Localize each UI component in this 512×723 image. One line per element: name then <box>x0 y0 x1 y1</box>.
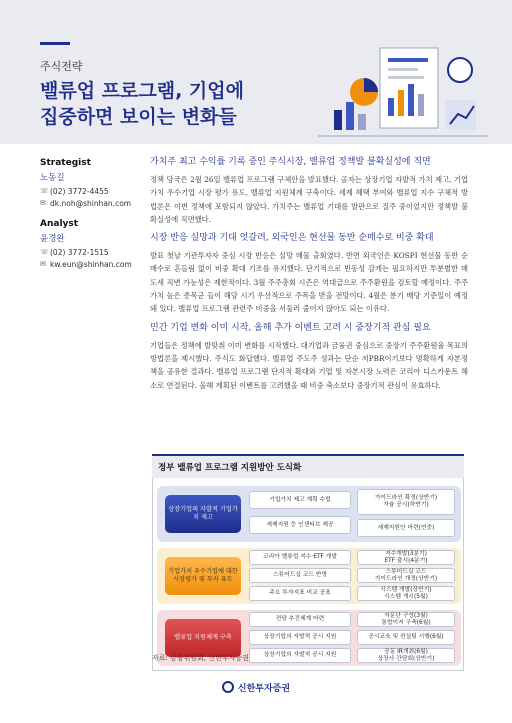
author-role: Analyst <box>40 219 79 229</box>
author-phone: (02) 3772-1515 <box>50 247 109 257</box>
schedule-item: 자율 공시(하반기) <box>383 502 429 508</box>
schedule-box: 공시교육 및 컨설팅 시행(6월) <box>357 630 455 645</box>
support-plan-diagram <box>152 454 464 671</box>
group-label: 밸류업 지원체계 구축 <box>165 619 241 657</box>
schedule-item: ETF 출시(4분기) <box>384 557 428 564</box>
author-panel <box>40 158 140 270</box>
author-email[interactable]: kw.eun@shinhan.com <box>50 259 132 269</box>
schedule-item: 시스템 개발(상반기) <box>380 586 432 593</box>
measure-box: 스튜어드십 코드 반영 <box>249 568 351 583</box>
page-footer <box>0 678 512 697</box>
author-role: Strategist <box>40 158 91 168</box>
author-email[interactable]: dk.noh@shinhan.com <box>50 198 132 208</box>
mail-icon: ✉ <box>40 260 46 268</box>
phone-icon: ☏ <box>40 187 49 195</box>
section-paragraph: 기업들은 정책에 발맞춰 이미 변화를 시작했다. 대기업과 금융권 중심으로 중장기 주주환원율 목표의 방법론을 제시했다. 주식도 화답했다. 밸류업 주도주 성과는 단순 저PBR이기보다 명확하게 자본정책을 공유한 결과다. 밸류업 프로그램 단지적 확대와 기업 및 자본시장 노력은 코리아 디스카운트 해소로 연결된다. 올해 계획된 이벤트를 고려했을 때 비중 축소보다 중장기적 관심이 유효하다. <box>150 340 468 390</box>
author-name: 윤경완 <box>40 234 65 244</box>
section-paragraph: 발표 첫날 기관투자자 중심 시장 반응은 실망 매물 출회였다. 반면 외국인은 KOSPI 현선물 동반 순매수로 흔들림 없이 비중 확대 기조를 유지했다. 단기적으로 빈동성 감게는 필요하지만 투분별한 매도세 직변 가능성은 제한적이다. 3월 주주총회 시즌은 역대급으로 주주환원을 검토할 예정이다. 주주가치 높은 종목군 들이 해당 시기 우선적으로 주목을 받을 전망이다. 4월은 분기 배당 기준일이 예정돼 있다. 밸류업 프로그램 관련주 비중을 서둘러 줄이지 않아도 되는 이유다. <box>150 251 468 314</box>
measure-box: 상장기업의 자발적 공시 지원 <box>249 648 351 663</box>
schedule-item: 통합이지 구축(6월) <box>381 619 431 626</box>
measure-box: 기업가치 제고 계획 수립 <box>249 491 351 509</box>
schedule-item: 자문단 구성(3월) <box>384 612 428 619</box>
schedule-item: 공동 IR개최(6월) <box>384 648 428 655</box>
diagram-body <box>152 478 464 671</box>
finance-illustration <box>318 40 488 144</box>
phone-icon: ☏ <box>40 248 49 256</box>
schedule-item: 상장사 간담회(상반기) <box>377 655 435 662</box>
figure-source: 자료: 금융위원회, 신한투자증권 <box>152 654 249 662</box>
schedule-item: 지수개발(3분기) <box>385 550 427 557</box>
schedule-item: 시스템 개시(5월) <box>384 593 428 600</box>
diagram-group <box>157 486 461 542</box>
schedule-box <box>357 586 455 601</box>
section-heading: 가치주 최고 수익률 기록 중인 주식시장, 밸류업 정책발 불확실성에 직면 <box>150 157 431 167</box>
report-title <box>40 78 320 130</box>
report-header <box>0 0 512 144</box>
schedule-box: 세제지원안 마련(연중) <box>357 519 455 537</box>
measure-box: 주요 투자지표 비교 공표 <box>249 586 351 601</box>
section-heading: 민간 기업 변화 이미 시작, 올해 추가 이벤트 고려 시 중장기적 관심 필요 <box>150 322 431 333</box>
schedule-box <box>357 568 455 583</box>
header-accent-bar <box>40 42 70 45</box>
schedule-box <box>357 550 455 565</box>
figure-title: 정부 밸류업 프로그램 지원방안 도식화 <box>152 454 464 478</box>
schedule-box <box>357 489 455 515</box>
measure-box: 세제지원 등 인센티브 제공 <box>249 516 351 534</box>
group-label: 기업가치 우수기업에 대한 시장평가 및 투자 유도 <box>165 557 241 595</box>
brand-logo <box>222 681 290 694</box>
schedule-item: 스튜어드십 코드 <box>385 568 427 575</box>
measure-box: 전담 추진체계 마련 <box>249 612 351 627</box>
section-label: 주식전략 <box>40 60 83 73</box>
section-paragraph: 정책 당국은 2월 26일 밸류업 프로그램 구체안을 발표했다. 골자는 상장기업 자발적 가치 제고, 기업가치 우수기업 시장 평가 유도, 밸류업 지원체계 구축이다. 세제 혜택 부여와 밸류업 지수 구체적 방법론은 이번 정책에 포함되지 않았다. 가치주는 밸류업 기대를 발판으로 질주 중이었지만 정책발 불확실성에 직면했다. <box>150 175 468 224</box>
mail-icon: ✉ <box>40 199 46 207</box>
group-label: 상장기업의 자발적 기업가치 제고 <box>165 495 241 533</box>
report-body <box>150 156 468 398</box>
diagram-group <box>157 548 461 604</box>
shinhan-logo-icon <box>222 681 234 693</box>
schedule-box <box>357 612 455 627</box>
measure-box: 상장기업의 자발적 공시 지원 <box>249 630 351 645</box>
schedule-item: 가이드라인 개정(상반기) <box>374 575 438 582</box>
brand-name: 신한투자증권 <box>237 683 291 694</box>
measure-box: 코리아 밸류업 지수·ETF 개발 <box>249 550 351 565</box>
schedule-box <box>357 648 455 663</box>
title-line-1: 밸류업 프로그램, 기업에 <box>40 80 244 102</box>
section-heading: 시장 반응 실망과 기대 엇갈려, 외국인은 현선물 동반 순매수로 비중 확대 <box>150 233 434 244</box>
schedule-item: 가이드라인 확정(상반기) <box>374 495 438 501</box>
author-phone: (02) 3772-4455 <box>50 186 109 196</box>
author-name: 노동길 <box>40 173 65 183</box>
title-line-2: 집중하면 보이는 변화들 <box>40 106 237 128</box>
